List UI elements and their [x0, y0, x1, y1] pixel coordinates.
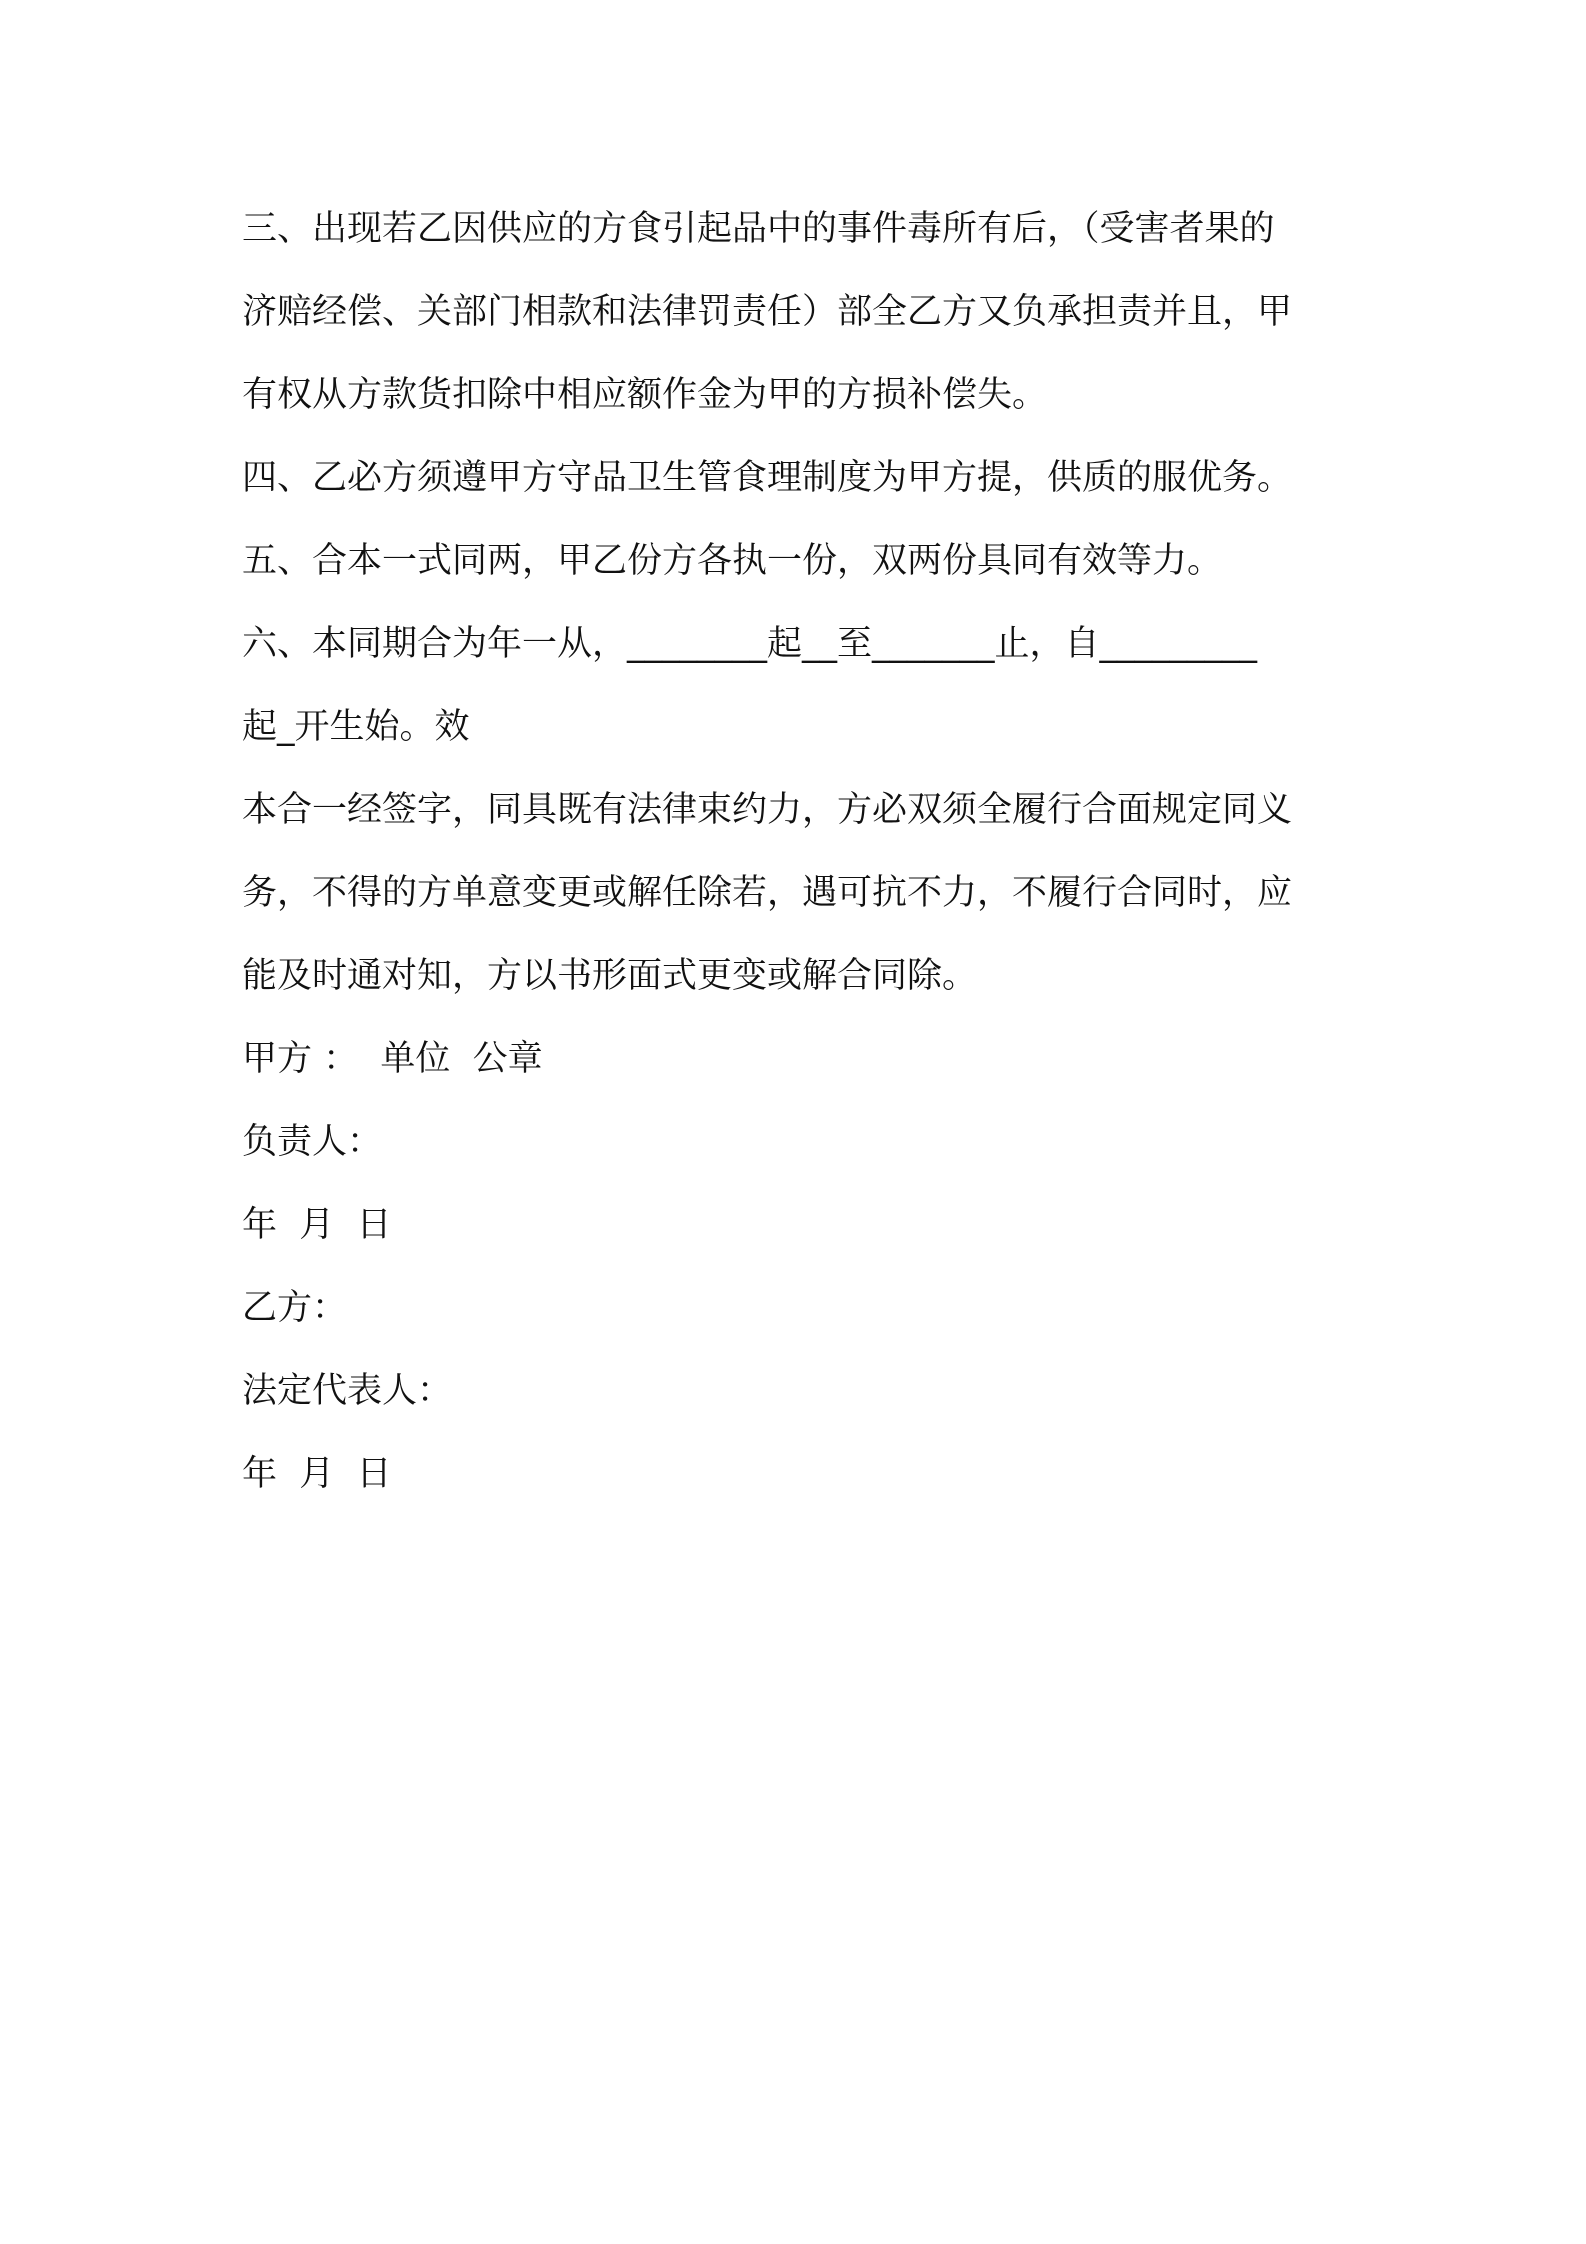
- binding-clause-line-1: 本合一经签字，同具既有法律束约力，方必双须全履行合面规定同义: [242, 790, 1293, 830]
- binding-clause-line-2: 务，不得的方单意变更或解任除若，遇可抗不力，不履行合同时，应: [242, 873, 1293, 913]
- party-b-label: 乙方：: [242, 1288, 348, 1328]
- clause-3-line-2: 济赔经偿、关部门相款和法律罚责任）部全乙方又负承担责并且，甲: [242, 292, 1293, 332]
- clause-4: 四、乙必方须遵甲方守品卫生管食理制度为甲方提，供质的服优务。: [242, 458, 1293, 498]
- party-a-seal-label: 甲方 ： 单位 公章: [242, 1039, 543, 1079]
- clause-6-line-1: 六、本同期合为年一从，________起__至_______止，自_________: [242, 624, 1258, 664]
- legal-representative-label: 法定代表人：: [242, 1371, 453, 1411]
- clause-5: 五、合本一式同两，甲乙份方各执一份，双两份具同有效等力。: [242, 541, 1223, 581]
- clause-3-line-3: 有权从方款货扣除中相应额作金为甲的方损补偿失。: [242, 375, 1048, 415]
- binding-clause-line-3: 能及时通对知，方以书形面式更变或解合同除。: [242, 956, 978, 996]
- responsible-person-label: 负责人：: [242, 1122, 383, 1162]
- clause-6-line-2: 起_开生始。效: [242, 707, 470, 747]
- party-a-date-label: 年 月 日: [242, 1205, 392, 1245]
- party-b-date-label: 年 月 日: [242, 1454, 392, 1494]
- clause-3-line-1: 三、出现若乙因供应的方食引起品中的事件毒所有后，（受害者果的: [242, 209, 1275, 249]
